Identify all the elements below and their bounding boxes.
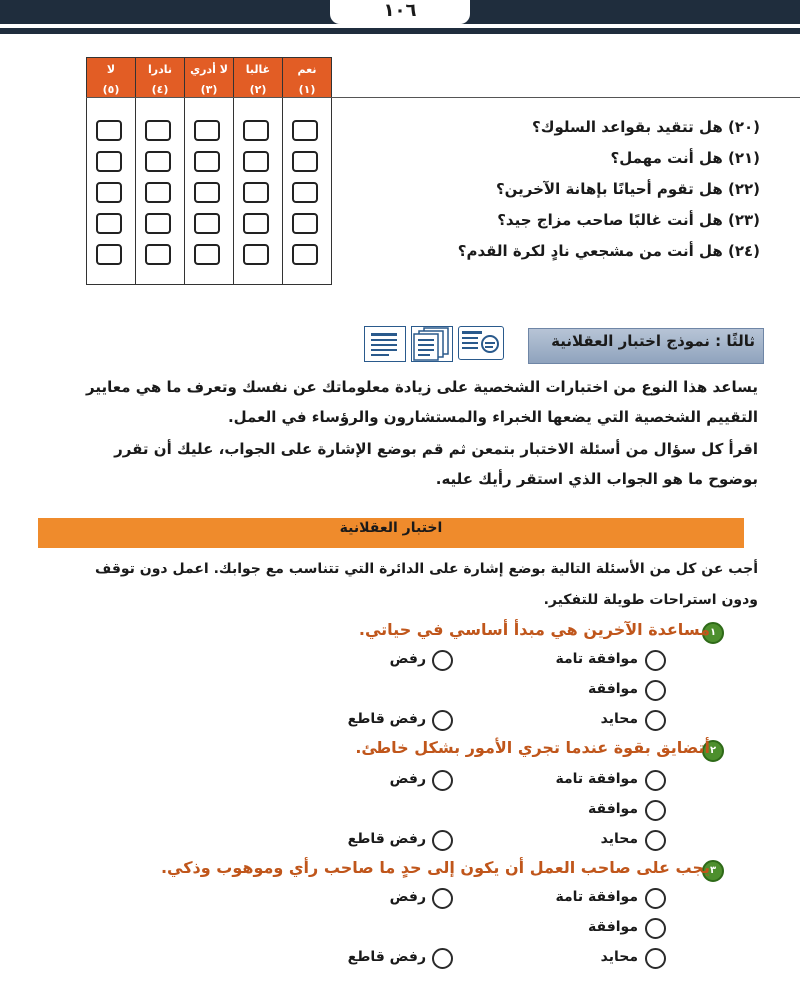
instructions-paragraph-line1: اقرأ كل سؤال من أسئلة الاختبار بتمعن ثم قم بوضع الإشارة على الجواب، عليك أن تقرر: [114, 440, 758, 458]
answer-checkbox-q22-col5[interactable]: [292, 182, 318, 203]
answer-checkbox-q23-col2[interactable]: [145, 213, 171, 234]
answer-checkbox-q22-col1[interactable]: [96, 182, 122, 203]
option-label: موافقة: [588, 681, 638, 697]
answer-checkbox-q20-col5[interactable]: [292, 120, 318, 141]
question-number-badge: ٣: [702, 860, 724, 882]
answer-checkbox-q23-col3[interactable]: [194, 213, 220, 234]
header-col-dont-know: لا أدري (٣): [185, 58, 234, 98]
radio-q3-strongly-reject[interactable]: [432, 948, 453, 969]
option-label: رفض: [389, 889, 426, 905]
answer-checkbox-q23-col5[interactable]: [292, 213, 318, 234]
option-label: موافقة تامة: [555, 889, 638, 905]
answer-checkbox-q22-col4[interactable]: [243, 182, 269, 203]
option-label: محايد: [600, 949, 638, 965]
radio-q1-strongly-agree[interactable]: [645, 650, 666, 671]
radio-q2-strongly-reject[interactable]: [432, 830, 453, 851]
answer-checkbox-q21-col1[interactable]: [96, 151, 122, 172]
section-title: ثالثًا : نموذج اختبار العقلانية: [551, 332, 755, 350]
intro-paragraph-line1: يساعد هذا النوع من اختبارات الشخصية على زيادة معلوماتك عن نفسك وتعرف ما هي معايير: [86, 378, 758, 396]
answer-checkbox-q20-col1[interactable]: [96, 120, 122, 141]
answer-checkbox-q22-col3[interactable]: [194, 182, 220, 203]
question-23: (٢٣) هل أنت غالبًا صاحب مزاج جيد؟: [497, 211, 760, 229]
option-label: موافقة تامة: [555, 771, 638, 787]
radio-q1-strongly-reject[interactable]: [432, 710, 453, 731]
radio-q3-agree[interactable]: [645, 918, 666, 939]
radio-q3-strongly-agree[interactable]: [645, 888, 666, 909]
question-number-badge: ١: [702, 622, 724, 644]
intro-paragraph-line2: التقييم الشخصية التي يضعها الخبراء والمستشارون والرؤساء في العمل.: [227, 408, 758, 426]
answer-checkbox-q21-col4[interactable]: [243, 151, 269, 172]
test-title: اختبار العقلانية: [339, 520, 443, 536]
document-lines-icon: [364, 326, 406, 362]
answer-checkbox-q20-col2[interactable]: [145, 120, 171, 141]
option-label: محايد: [600, 711, 638, 727]
question-21: (٢١) هل أنت مهمل؟: [610, 149, 760, 167]
answer-checkbox-q20-col3[interactable]: [194, 120, 220, 141]
option-label: رفض قاطع: [347, 831, 426, 847]
question-number-badge: ٢: [702, 740, 724, 762]
test-question-1: مساعدة الآخرين هي مبدأ أساسي في حياتي.: [358, 620, 710, 639]
answer-checkbox-q20-col4[interactable]: [243, 120, 269, 141]
instructions-paragraph-line2: بوضوح ما هو الجواب الذي استقر رأيك عليه.: [435, 470, 758, 488]
answer-checkbox-q24-col4[interactable]: [243, 244, 269, 265]
option-label: رفض: [389, 651, 426, 667]
radio-q2-neutral[interactable]: [645, 830, 666, 851]
test-question-2: أتضايق بقوة عندما تجري الأمور بشكل خاطئ.: [355, 738, 710, 757]
radio-q3-reject[interactable]: [432, 888, 453, 909]
question-20: (٢٠) هل تتقيد بقواعد السلوك؟: [532, 118, 760, 136]
answer-checkbox-q24-col3[interactable]: [194, 244, 220, 265]
option-label: موافقة: [588, 801, 638, 817]
answer-checkbox-q24-col2[interactable]: [145, 244, 171, 265]
answer-checkbox-q21-col2[interactable]: [145, 151, 171, 172]
col-divider: [282, 98, 283, 284]
option-label: رفض: [389, 771, 426, 787]
radio-q2-reject[interactable]: [432, 770, 453, 791]
answer-checkbox-q21-col5[interactable]: [292, 151, 318, 172]
radio-q1-neutral[interactable]: [645, 710, 666, 731]
test-instructions-line1: أجب عن كل من الأسئلة التالية بوضع إشارة على الدائرة التي تتناسب مع جوابك. اعمل دون توقف: [95, 561, 758, 577]
col-divider: [135, 98, 136, 284]
option-label: رفض قاطع: [347, 949, 426, 965]
table-row-rule: [86, 97, 800, 98]
question-24: (٢٤) هل أنت من مشجعي نادٍ لكرة القدم؟: [457, 242, 760, 260]
header-col-yes: نعم (١): [283, 58, 331, 98]
radio-q1-agree[interactable]: [645, 680, 666, 701]
answer-checkbox-q23-col1[interactable]: [96, 213, 122, 234]
col-divider: [184, 98, 185, 284]
header-col-rarely: نادرا (٤): [136, 58, 185, 98]
answer-checkbox-q22-col2[interactable]: [145, 182, 171, 203]
stacked-documents-icon: [411, 326, 453, 362]
radio-q2-agree[interactable]: [645, 800, 666, 821]
answer-checkbox-q24-col1[interactable]: [96, 244, 122, 265]
header-col-often: غالبا (٢): [234, 58, 283, 98]
document-search-icon: [458, 326, 504, 360]
answer-checkbox-q24-col5[interactable]: [292, 244, 318, 265]
col-divider: [233, 98, 234, 284]
test-instructions-line2: ودون استراحات طويلة للتفكير.: [543, 592, 758, 608]
option-label: رفض قاطع: [347, 711, 426, 727]
radio-q3-neutral[interactable]: [645, 948, 666, 969]
option-label: موافقة: [588, 919, 638, 935]
page-number: ١٠٦: [330, 0, 470, 24]
test-question-3: يجب على صاحب العمل أن يكون إلى حدٍ ما صاحب رأي وموهوب وذكي.: [160, 858, 710, 877]
answer-checkbox-q23-col4[interactable]: [243, 213, 269, 234]
radio-q2-strongly-agree[interactable]: [645, 770, 666, 791]
question-22: (٢٢) هل تقوم أحيانًا بإهانة الآخرين؟: [495, 180, 760, 198]
option-label: محايد: [600, 831, 638, 847]
option-label: موافقة تامة: [555, 651, 638, 667]
header-rule: [0, 28, 800, 34]
radio-q1-reject[interactable]: [432, 650, 453, 671]
answer-checkbox-q21-col3[interactable]: [194, 151, 220, 172]
header-col-no: لا (٥): [87, 58, 136, 98]
